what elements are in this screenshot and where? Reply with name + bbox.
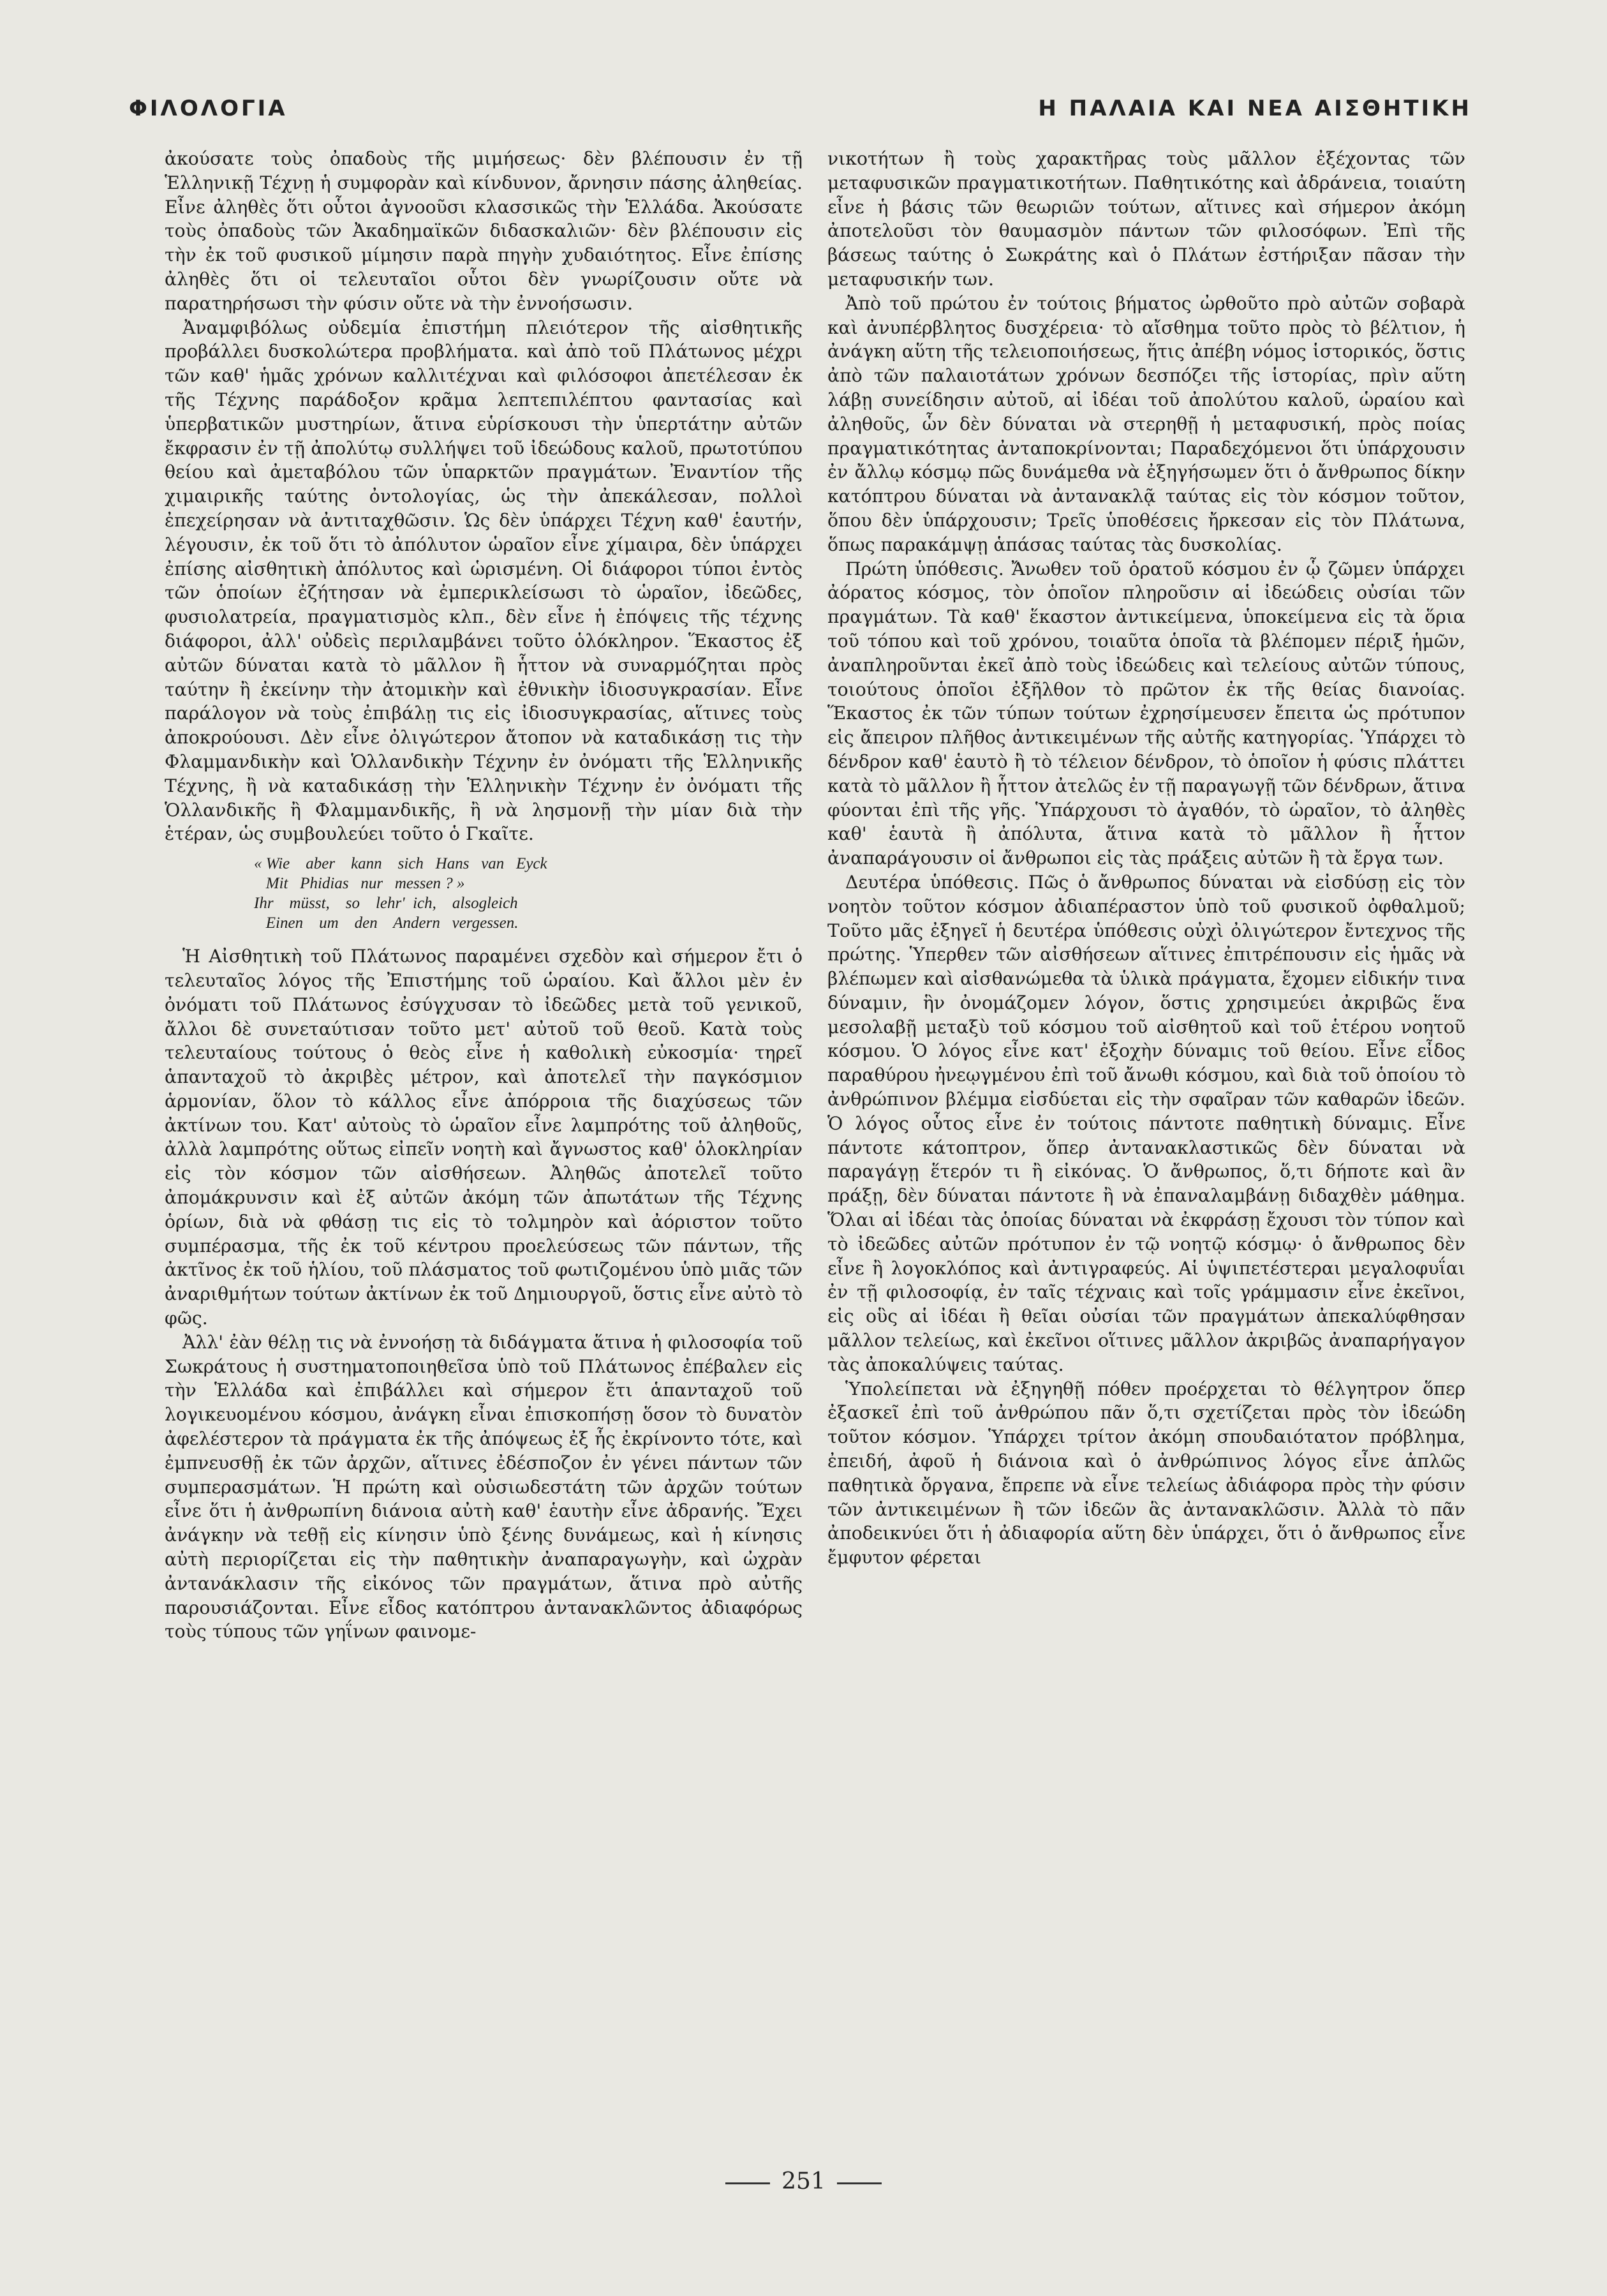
paragraph: ἀκούσατε τοὺς ὀπαδοὺς τῆς μιμήσεως· δὲν βλέπουσιν ἐν τῇ Ἑλληνικῇ Τέχνῃ ἡ συμφορὰν καὶ κίνδυνον, ἄρνησιν πάσης ἀληθείας. Εἶνε ἀληθὲς ὅτι οὗτοι ἀγνοοῦσι κλασσικῶς τὴν Ἑλλάδα. Ἀκούσατε τοὺς ὀπαδοὺς τῶν Ἀκαδημαϊκῶν διδασκαλιῶν· δὲν βλέπουσιν εἰς τὴν ἐκ τοῦ φυσικοῦ μίμησιν παρὰ πηγὴν χυδαιότητος. Εἶνε ἐπίσης ἀληθὲς ὅτι οἱ τελευταῖοι οὗτοι δὲν γνωρίζουσιν οὔτε νὰ παρατηρήσωσι τὴν φύσιν οὔτε νὰ τὴν ἐννοήσωσιν. <box>165 148 803 314</box>
page-number: 251 <box>781 2168 826 2195</box>
dash-left <box>725 2182 770 2184</box>
verse-line: Ihr müsst, so lehr' ich, alsogleich <box>254 895 518 913</box>
verse-line: Mit Phidias nur messen ? » <box>254 875 465 893</box>
paragraph: Ἀλλ' ἐὰν θέλῃ τις νὰ ἐννοήσῃ τὰ διδάγματα ἅτινα ἡ φιλοσοφία τοῦ Σωκράτους ἡ συστηματοποιηθεῖσα ὑπὸ τοῦ Πλάτωνος ἐπέβαλεν εἰς τὴν Ἑλλάδα καὶ ἐπιβάλλει καὶ σήμερον ἔτι ἁπανταχοῦ τοῦ λογικευομένου κόσμου, ἀνάγκη εἶναι ἐπισκοπήσῃ ὅσον τὸ δυνατὸν ἀφελέστερον τὰ πράγματα ἐκ τῆς ἀπόψεως ἐξ ἧς ἐκρίνοντο τότε, καὶ ἐμπνευσθῇ ἐκ τῶν ἀρχῶν, αἵτινες ἐδέσποζον ἐν γένει πάντων τῶν συμπερασμάτων. Ἡ πρώτη καὶ οὐσιωδεστάτη τῶν ἀρχῶν τούτων εἶνε ὅτι ἡ ἀνθρωπίνη διάνοια αὐτὴ καθ' ἑαυτὴν εἶνε ἀδρανής. Ἔχει ἀνάγκην νὰ τεθῇ εἰς κίνησιν ὑπὸ ξένης δυνάμεως, καὶ ἡ κίνησις αὐτὴ περιορίζεται εἰς τὴν παθητικὴν ἀναπαραγωγὴν, καὶ ὠχρὰν ἀντανάκλασιν τῆς εἰκόνος τῶν πραγμάτων, ἅτινα πρὸ αὐτῆς παρουσιάζονται. Εἶνε εἶδος κατόπτρου ἀντανακλῶντος ἀδιαφόρως τοὺς τύπους τῶν γηΐνων φαινομε- <box>165 1331 803 1643</box>
paragraph: Δευτέρα ὑπόθεσις. Πῶς ὁ ἄνθρωπος δύναται νὰ εἰσδύσῃ εἰς τὸν νοητὸν τοῦτον κόσμον ἀδιαπέραστον ὑπὸ τοῦ φυσικοῦ ὀφθαλμοῦ; Τοῦτο μᾶς ἐξηγεῖ ἡ δευτέρα ὑπόθεσις οὐχὶ ὀλιγώτερον ἔντεχνος τῆς πρώτης. Ὑπερθεν τῶν αἰσθήσεων αἵτινες ἐπιτρέπουσιν εἰς ἡμᾶς νὰ βλέπωμεν καὶ αἰσθανώμεθα τὰ ὑλικὰ πράγματα, ἔχομεν εἰδικήν τινα δύναμιν, ἣν ὀνομάζομεν λόγον, ὅστις χρησιμεύει ἀκριβῶς ἕνα μεσολαβῇ μεταξὺ τοῦ κόσμου τοῦ αἰσθητοῦ καὶ τοῦ ἑτέρου νοητοῦ κόσμου. Ὁ λόγος εἶνε κατ' ἐξοχὴν δύναμις τοῦ θείου. Εἶνε εἶδος παραθύρου ἠνεῳγμένου ἐπὶ τοῦ ἄνωθι κόσμου, καὶ διὰ τοῦ ὁποίου τὸ ἀνθρώπινον βλέμμα εἰσδύεται εἰς τὴν σφαῖραν τῶν καθαρῶν ἰδεῶν. Ὁ λόγος οὗτος εἶνε ἐν τούτοις πάντοτε παθητικὴ δύναμις. Εἶνε πάντοτε κάτοπτρον, ὅπερ ἀντανακλαστικῶς δὲν δύναται νὰ παραγάγῃ ἕτερόν τι ἢ εἰκόνας. Ὁ ἄνθρωπος, ὅ,τι δήποτε καὶ ἂν πράξῃ, δὲν δύναται πάντοτε ἢ νὰ ἐπαναλαμβάνῃ διδαχθὲν μάθημα. Ὅλαι αἱ ἰδέαι τὰς ὁποίας δύναται νὰ ἐκφράσῃ ἔχουσι τὸν τύπον καὶ τὸ ἰδεῶδες αὐτῶν πρότυπον ἐν τῷ νοητῷ κόσμῳ· ὁ ἄνθρωπος δὲν εἶνε ἢ λογοκλόπος καὶ ἀντιγραφεύς. Αἱ ὑψιπετέστεραι μεγαλοφυΐαι ἐν τῇ φιλοσοφίᾳ, ἐν ταῖς τέχναις καὶ τοῖς γράμμασιν εἶνε ἐκεῖνοι, εἰς οὓς αἱ ἰδέαι ἢ θεῖαι οὐσίαι τῶν πραγμάτων ἀπεκαλύφθησαν μᾶλλον τελείως, καὶ ἐκεῖνοι οἵτινες μᾶλλον ἀκριβῶς ἀναπαρήγαγον τὰς ἀποκαλύψεις ταύτας. <box>827 871 1465 1375</box>
running-header-left: ΦΙΛΟΛΟΓΙΑ <box>129 96 288 121</box>
paragraph: Ἡ Αἰσθητικὴ τοῦ Πλάτωνος παραμένει σχεδὸν καὶ σήμερον ἔτι ὁ τελευταῖος λόγος τῆς Ἐπιστήμης τοῦ ὡραίου. Καὶ ἄλλοι μὲν ἐν ὀνόματι τοῦ Πλάτωνος ἐσύγχυσαν τὸ ἰδεῶδες μετὰ τοῦ γενικοῦ, ἄλλοι δὲ συνεταύτισαν τοῦτο μετ' αὐτοῦ τοῦ θεοῦ. Κατὰ τοὺς τελευταίους τούτους ὁ θεὸς εἶνε ἡ καθολικὴ εὐκοσμία· τηρεῖ ἁπανταχοῦ τὸ ἀκριβὲς μέτρον, καὶ ἀποτελεῖ τὴν παγκόσμιον ἁρμονίαν, ὅλον τὸ κάλλος εἶνε ἀπόρροια τῆς διαχύσεως τῶν ἀκτίνων του. Κατ' αὐτοὺς τὸ ὡραῖον εἶνε λαμπρότης τοῦ ἀληθοῦς, ἀλλὰ λαμπρότης οὕτως εἰπεῖν νοητὴ καὶ ἄγνωστος καθ' ὁλοκληρίαν εἰς τὸν κόσμον τῶν αἰσθήσεων. Ἀληθῶς ἀποτελεῖ τοῦτο ἀπομάκρυνσιν καὶ ἐξ αὐτῶν ἀκόμη τῶν ἀπωτάτων τῆς Τέχνης ὁρίων, διὰ νὰ φθάσῃ τις εἰς τὸ τολμηρὸν καὶ ἀόριστον τοῦτο συμπέρασμα, τῆς ἐκ τοῦ κέντρου προελεύσεως τῶν πάντων, τῆς ἀκτῖνος ἐκ τοῦ ἡλίου, τοῦ πλάσματος τοῦ φωτιζομένου ὑπὸ μιᾶς τῶν ἀναριθμήτων τούτων ἀκτίνων ἐκ τοῦ Δημιουργοῦ, ὅστις εἶνε αὐτὸ τὸ φῶς. <box>165 946 803 1329</box>
right-text-column <box>827 147 1465 1570</box>
page-footer <box>0 2168 1607 2195</box>
paragraph: Ὑπολείπεται νὰ ἐξηγηθῇ πόθεν προέρχεται τὸ θέλγητρον ὅπερ ἐξασκεῖ ἐπὶ τοῦ ἀνθρώπου πᾶν ὅ,τι σχετίζεται πρὸς τὸν ἰδεώδη τοῦτον κόσμον. Ὑπάρχει τρίτον ἀκόμη σπουδαιότατον πρόβλημα, ἐπειδή, ἀφοῦ ἡ διάνοια καὶ ὁ ἀνθρώπινος λόγος εἶνε ἁπλῶς παθητικὰ ὄργανα, ἔπρεπε νὰ εἶνε τελείως ἀδιάφορα πρὸς τὴν φύσιν τῶν ἀντικειμένων ἢ τῶν ἰδεῶν ἃς ἀντανακλῶσιν. Ἀλλὰ τὸ πᾶν ἀποδεικνύει ὅτι ἡ ἀδιαφορία αὕτη δὲν ὑπάρχει, ὅτι ὁ ἄνθρωπος εἶνε ἔμφυτον φέρεται <box>827 1378 1465 1569</box>
quoted-verse <box>254 854 803 933</box>
left-text-column <box>165 147 803 1644</box>
paragraph: Πρώτη ὑπόθεσις. Ἄνωθεν τοῦ ὁρατοῦ κόσμου ἐν ᾧ ζῶμεν ὑπάρχει ἀόρατος κόσμος, τὸν ὁποῖον πληροῦσιν αἱ ἰδεώδεις οὐσίαι τῶν πραγμάτων. Τὰ καθ' ἕκαστον ἀντικείμενα, ὑποκείμενα εἰς τὰ ὅρια τοῦ τόπου καὶ τοῦ χρόνου, τοιαῦτα ὁποῖα τὰ βλέπομεν πέριξ ἡμῶν, ἀναπληροῦνται ἐκεῖ ἀπὸ τοὺς ἰδεώδεις καὶ τελείους αὐτῶν τύπους, τοιούτους ὁποῖοι ἐξῆλθον τὸ πρῶτον ἐκ τῆς θείας διανοίας. Ἕκαστος ἐκ τῶν τύπων τούτων ἐχρησίμευσεν ἔπειτα ὡς πρότυπον εἰς ἄπειρον πλῆθος ἀντικειμένων τῆς αὐτῆς κατηγορίας. Ὑπάρχει τὸ δένδρον καθ' ἑαυτὸ ἢ τὸ τέλειον δένδρον, τὸ ὁποῖον ἡ φύσις πλάττει κατὰ τὸ μᾶλλον ἢ ἧττον ἀτελῶς ἐν τῇ παραγωγῇ τῶν δένδρων, ἅτινα φύονται ἐπὶ τῆς γῆς. Ὑπάρχουσι τὸ ἀγαθόν, τὸ ὡραῖον, τὸ ἀληθὲς καθ' ἑαυτὰ ἢ ἀπόλυτα, ἅτινα κατὰ τὸ μᾶλλον ἢ ἧττον ἀναπαράγουσιν οἱ ἄνθρωποι εἰς τὰς πράξεις αὐτῶν ἢ τὰ ἔργα των. <box>827 558 1465 869</box>
running-header-right: Η ΠΑΛΑΙΑ ΚΑΙ ΝΕΑ ΑΙΣΘΗΤΙΚΗ <box>1038 96 1472 121</box>
paragraph: Ἀναμφιβόλως οὐδεμία ἐπιστήμη πλειότερον τῆς αἰσθητικῆς προβάλλει δυσκολώτερα προβλήματα. καὶ ἀπὸ τοῦ Πλάτωνος μέχρι τῶν καθ' ἡμᾶς χρόνων καλλιτέχναι καὶ φιλόσοφοι ἀπετέλεσαν ἐκ τῆς Τέχνης παράδοξον κρᾶμα λεπτεπιλέπτου φαντασίας καὶ ὑπερβατικῶν μυστηρίων, ἅτινα εὑρίσκουσι τὴν ὑπερτάτην αὐτῶν ἔκφρασιν ἐν τῇ ἀπολύτῳ συλλήψει τοῦ ἰδεώδους καλοῦ, πρωτοτύπου θείου καὶ ἀμεταβόλου τῶν ὑπαρκτῶν πραγμάτων. Ἐναντίον τῆς χιμαιρικῆς ταύτης ὀντολογίας, ὡς τὴν ἀπεκάλεσαν, πολλοὶ ἐπεχείρησαν νὰ ἀντιταχθῶσιν. Ὡς δὲν ὑπάρχει Τέχνη καθ' ἑαυτήν, λέγουσιν, ἐκ τοῦ ὅτι τὸ ἀπόλυτον ὡραῖον εἶνε χίμαιρα, δὲν ὑπάρχει ἐπίσης αἰσθητικὴ ἀπόλυτος καὶ ὡρισμένη. Οἱ διάφοροι τύποι ἐντὸς τῶν ὁποίων ἐζήτησαν νὰ ἐμπερικλείσωσι τὸ ὡραῖον, ἰδεῶδες, φυσιολατρεία, πραγματισμὸς κλπ., δὲν εἶνε ἡ ἐπόψεις τῆς τέχνης διάφοροι, ἀλλ' οὐδεὶς περιλαμβάνει τοῦτο ὁλόκληρον. Ἕκαστος ἐξ αὐτῶν δύναται κατὰ τὸ μᾶλλον ἢ ἧττον νὰ συναρμόζηται πρὸς ταύτην ἢ ἐκείνην τὴν ἀτομικὴν καὶ ἐθνικὴν ἰδιοσυγκρασίαν. Εἶνε παράλογον νὰ τοὺς ἐπιβάλῃ τις εἰς ἰδιοσυγκρασίας, αἵτινες τοὺς ἀποκρούουσι. Δὲν εἶνε ὀλιγώτερον ἄτοπον νὰ καταδικάσῃ τις τὴν Φλαμμανδικὴν καὶ Ὁλλανδικὴν Τέχνην ἐν ὀνόματι τῆς Ἑλληνικῆς Τέχνης, ἢ νὰ καταδικάσῃ τὴν Ἑλληνικὴν Τέχνην ἐν ὀνόματι τῆς Ὁλλανδικῆς ἢ Φλαμμανδικῆς, ἢ νὰ λησμονῇ τὴν μίαν διὰ τὴν ἑτέραν, ὡς συμβουλεύει τοῦτο ὁ Γκαῖτε. <box>165 317 803 845</box>
paragraph: νικοτήτων ἢ τοὺς χαρακτῆρας τοὺς μᾶλλον ἐξέχοντας τῶν μεταφυσικῶν πραγματικοτήτων. Παθητικότης καὶ ἀδράνεια, τοιαύτη εἶνε ἡ βάσις τῶν θεωριῶν τούτων, αἵτινες καὶ σήμερον ἀκόμη ἀποτελοῦσι τὸν θαυμασμὸν πάντων τῶν φιλοσόφων. Ἐπὶ τῆς βάσεως ταύτης ὁ Σωκράτης καὶ ὁ Πλάτων ἐστήριξαν πᾶσαν τὴν μεταφυσικήν των. <box>827 148 1465 290</box>
paragraph: Ἀπὸ τοῦ πρώτου ἐν τούτοις βήματος ὠρθοῦτο πρὸ αὐτῶν σοβαρὰ καὶ ἀνυπέρβλητος δυσχέρεια· τὸ αἴσθημα τοῦτο πρὸς τὸ βέλτιον, ἡ ἀνάγκη αὕτη τῆς τελειοποιήσεως, ἥτις ἀπέβη νόμος ἱστορικός, ὅστις ἀπὸ τῶν παλαιοτάτων χρόνων δεσπόζει τῆς ἱστορίας, πρὶν αὕτη λάβῃ συνείδησιν αὐτοῦ, αἱ ἰδέαι τοῦ ἀπολύτου καλοῦ, ὡραίου καὶ ἀληθοῦς, ὧν δὲν δύναται νὰ στερηθῇ ἡ μεταφυσική, πρὸς ποίας πραγματικότητας ἀνταποκρίνονται; Παραδεχόμενοι ὅτι ὑπάρχουσιν ἐν ἄλλῳ κόσμῳ πῶς δυνάμεθα νὰ ἐξηγήσωμεν ὅτι ὁ ἄνθρωπος δίκην κατόπτρου δύναται νὰ ἀντανακλᾷ ταύτας εἰς τὸν κόσμον τοῦτον, ὅπου δὲν ὑπάρχουσιν; Τρεῖς ὑποθέσεις ἤρκεσαν εἰς τὸν Πλάτωνα, ὅπως παρακάμψῃ ἁπάσας ταύτας τὰς δυσκολίας. <box>827 292 1465 555</box>
verse-line: Einen um den Andern vergessen. <box>254 914 519 932</box>
verse-line: « Wie aber kann sich Hans van Eyck <box>254 855 547 873</box>
dash-right <box>837 2182 882 2184</box>
